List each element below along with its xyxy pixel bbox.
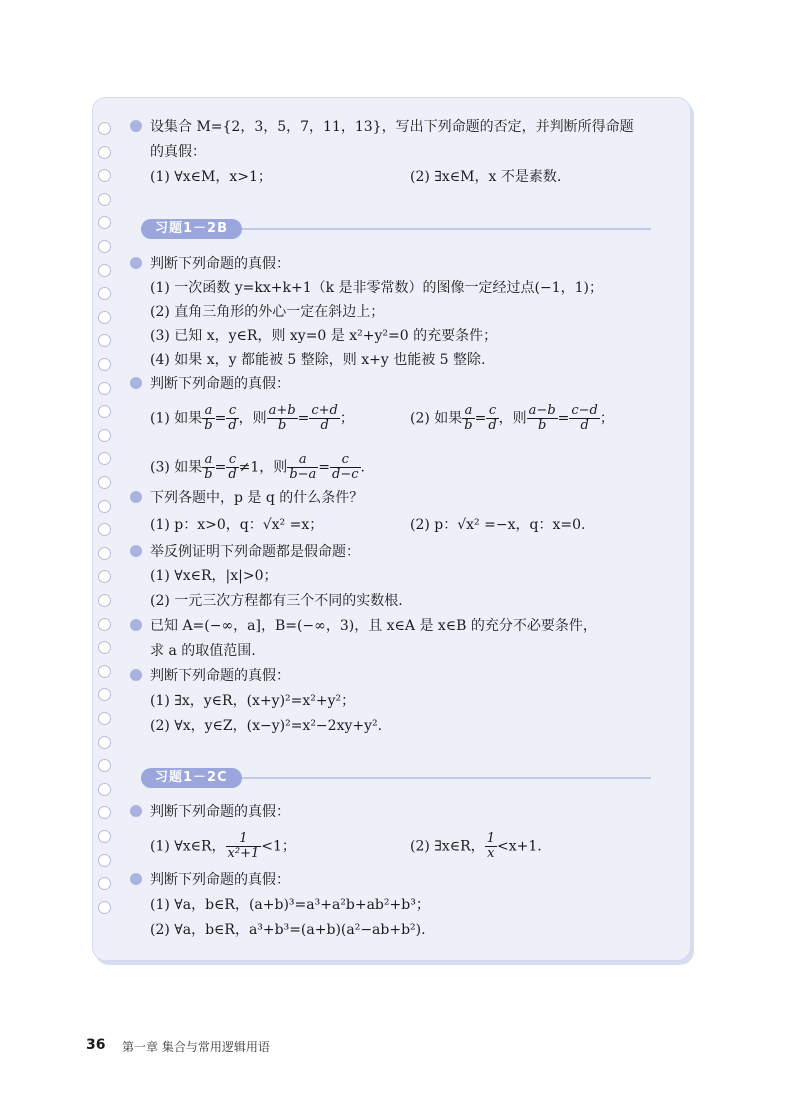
chapter-title: 第一章 集合与常用逻辑用语 bbox=[122, 1040, 270, 1054]
binder-hole bbox=[98, 712, 111, 725]
binder-hole bbox=[98, 452, 111, 465]
binder-hole bbox=[98, 122, 111, 135]
question-number-badge bbox=[130, 619, 142, 631]
binder-hole bbox=[98, 830, 111, 843]
b-q1-item3: (3) 已知 x，y∈R，则 xy=0 是 x²+y²=0 的充要条件； bbox=[150, 328, 498, 344]
c-q1-stem: 判断下列命题的真假： bbox=[130, 802, 290, 822]
b-q5-line1: 已知 A=(−∞，a]，B=(−∞，3)，且 x∈A 是 x∈B 的充分不必要条件， bbox=[130, 616, 597, 636]
b-q6-item1: (1) ∃x，y∈R，(x+y)²=x²+y²； bbox=[150, 693, 356, 709]
b-q2-item3: (3) 如果 $\frac{a}{b}$ = $\frac{c}{d}$ ≠1，则 $\frac{a}{b-a}$ = $\frac{c}{d-c}$ . bbox=[150, 452, 365, 482]
b-q1-stem: 判断下列命题的真假： bbox=[130, 254, 290, 274]
b-q3-item1: (1) p：x>0，q：√x² =x； bbox=[150, 517, 324, 533]
question-number-badge bbox=[130, 257, 142, 269]
binder-hole bbox=[98, 382, 111, 395]
binder-hole bbox=[98, 240, 111, 253]
binder-hole bbox=[98, 311, 111, 324]
binder-hole bbox=[98, 476, 111, 489]
binder-hole bbox=[98, 736, 111, 749]
binder-hole bbox=[98, 641, 111, 654]
question-number-badge bbox=[130, 873, 142, 885]
fraction: $\frac{a+b}{b}$ bbox=[268, 403, 296, 433]
binder-hole bbox=[98, 500, 111, 513]
binder-hole bbox=[98, 665, 111, 678]
binder-holes bbox=[94, 122, 114, 922]
fraction: $\frac{c}{d}$ bbox=[488, 403, 497, 433]
question-number-badge bbox=[130, 805, 142, 817]
b-q5-line2: 求 a 的取值范围. bbox=[150, 643, 256, 659]
binder-hole bbox=[98, 146, 111, 159]
fraction: $\frac{c-d}{d}$ bbox=[571, 403, 598, 433]
b-q2-item2: (2) 如果 $\frac{a}{b}$ = $\frac{c}{d}$ ，则 $\frac{a-b}{b}$ = $\frac{c-d}{d}$ ； bbox=[410, 403, 614, 433]
binder-hole bbox=[98, 570, 111, 583]
binder-hole bbox=[98, 193, 111, 206]
b-q4-item1: (1) ∀x∈R，|x|>0； bbox=[150, 568, 278, 584]
binder-hole bbox=[98, 783, 111, 796]
b-q1-item1: (1) 一次函数 y=kx+k+1（k 是非零常数）的图像一定经过点(−1，1)； bbox=[150, 280, 604, 296]
b-q1-item2: (2) 直角三角形的外心一定在斜边上； bbox=[150, 304, 385, 320]
binder-hole bbox=[98, 264, 111, 277]
binder-hole bbox=[98, 877, 111, 890]
b-q6-stem: 判断下列命题的真假： bbox=[130, 666, 290, 686]
binder-hole bbox=[98, 901, 111, 914]
section-c-tag: 习题1－2C bbox=[141, 768, 242, 788]
fraction: $\frac{a}{b}$ bbox=[464, 403, 473, 433]
binder-hole bbox=[98, 405, 111, 418]
b-q6-item2: (2) ∀x，y∈Z，(x−y)²=x²−2xy+y². bbox=[150, 718, 383, 734]
fraction: $\frac{c}{d-c}$ bbox=[332, 452, 359, 482]
b-q4-item2: (2) 一元三次方程都有三个不同的实数根. bbox=[150, 593, 403, 609]
b-q2-stem: 判断下列命题的真假： bbox=[130, 374, 290, 394]
exercise-6-line2: 的真假： bbox=[150, 144, 206, 160]
c-q2-item1: (1) ∀a，b∈R，(a+b)³=a³+a²b+ab²+b³； bbox=[150, 897, 430, 913]
fraction: $\frac{c+d}{d}$ bbox=[311, 403, 338, 433]
binder-hole bbox=[98, 688, 111, 701]
fraction: $\frac{c}{d}$ bbox=[228, 403, 237, 433]
b-q3-stem: 下列各题中，p 是 q 的什么条件？ bbox=[130, 488, 363, 508]
exercise-6-item2: (2) ∃x∈M，x 不是素数. bbox=[410, 169, 562, 185]
binder-hole bbox=[98, 523, 111, 536]
binder-hole bbox=[98, 594, 111, 607]
fraction: $\frac{a}{b}$ bbox=[204, 403, 213, 433]
exercise-6-item1: (1) ∀x∈M，x>1； bbox=[150, 169, 272, 185]
binder-hole bbox=[98, 287, 111, 300]
question-number-badge bbox=[130, 377, 142, 389]
fraction: $\frac{1}{\text{x²+1}}$ bbox=[227, 831, 260, 861]
binder-hole bbox=[98, 547, 111, 560]
fraction: $\frac{c}{d}$ bbox=[228, 452, 237, 482]
c-q2-item2: (2) ∀a，b∈R，a³+b³=(a+b)(a²−ab+b²). bbox=[150, 922, 426, 938]
b-q2-item1: (1) 如果 $\frac{a}{b}$ = $\frac{c}{d}$ ，则 $\frac{a+b}{b}$ = $\frac{c+d}{d}$ ； bbox=[150, 403, 354, 433]
binder-hole bbox=[98, 618, 111, 631]
question-number-badge bbox=[130, 491, 142, 503]
section-b-tag: 习题1－2B bbox=[141, 219, 242, 239]
fraction: $\frac{a-b}{b}$ bbox=[528, 403, 556, 433]
b-q3-item2: (2) p：√x² =−x，q：x=0. bbox=[410, 517, 586, 533]
binder-hole bbox=[98, 429, 111, 442]
binder-hole bbox=[98, 854, 111, 867]
binder-hole bbox=[98, 216, 111, 229]
c-q1-item1: (1) ∀x∈R， $\frac{1}{\text{x²+1}}$ <1； bbox=[150, 831, 296, 861]
binder-hole bbox=[98, 759, 111, 772]
fraction: $\frac{1}{x}$ bbox=[486, 831, 495, 861]
exercise-6-line1: 设集合 M={2，3，5，7，11，13}，写出下列命题的否定，并判断所得命题 bbox=[130, 117, 634, 137]
binder-hole bbox=[98, 334, 111, 347]
b-q4-stem: 举反例证明下列命题都是假命题： bbox=[130, 542, 360, 562]
c-q1-item2: (2) ∃x∈R， $\frac{1}{x}$ <x+1. bbox=[410, 831, 542, 861]
binder-hole bbox=[98, 806, 111, 819]
binder-hole bbox=[98, 169, 111, 182]
question-number-badge bbox=[130, 120, 142, 132]
question-number-badge bbox=[130, 669, 142, 681]
page-number: 36 bbox=[86, 1037, 106, 1053]
binder-hole bbox=[98, 358, 111, 371]
fraction: $\frac{a}{b}$ bbox=[204, 452, 213, 482]
fraction: $\frac{a}{b-a}$ bbox=[289, 452, 317, 482]
question-number-badge bbox=[130, 545, 142, 557]
b-q1-item4: (4) 如果 x，y 都能被 5 整除，则 x+y 也能被 5 整除. bbox=[150, 352, 486, 368]
c-q2-stem: 判断下列命题的真假： bbox=[130, 870, 290, 890]
